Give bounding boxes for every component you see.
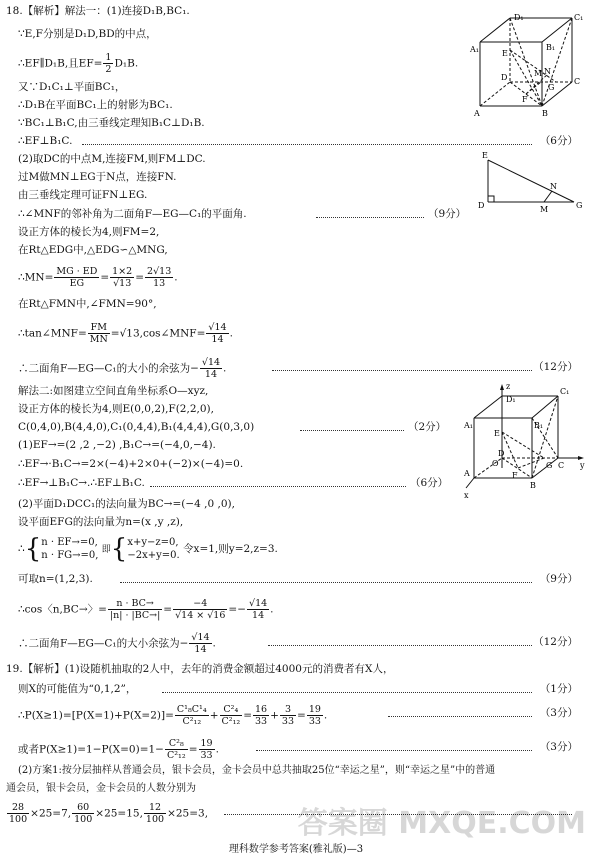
line: 由三垂线定理可证FN⊥EG.	[18, 189, 148, 201]
line: ∴∠MNF的邻补角为二面角F—EG—C₁的平面角.	[18, 208, 247, 220]
axis-label: x	[464, 491, 469, 500]
label: B	[530, 481, 536, 490]
label: F	[512, 471, 518, 480]
line: ∴cos〈n,BC→〉= $\frac{n \cdot BC\to}{|n| \cdot |BC\to|}$ = $\frac{-4}{√14 \times √16}$ =− $\frac{√14}{14}$ .	[18, 598, 274, 621]
score: （12分）	[533, 361, 578, 373]
score: （12分）	[533, 636, 578, 648]
axis-label: y	[580, 461, 585, 470]
label: C	[574, 77, 581, 86]
label: D	[498, 449, 505, 458]
line: ∵BC₁⊥B₁C,由三垂线定理知B₁C⊥D₁B.	[18, 117, 205, 129]
label: N	[544, 67, 551, 76]
label: B₁	[546, 43, 556, 52]
label: M	[540, 205, 549, 214]
label: D	[501, 73, 508, 82]
line: ∴MN= $\frac{MG \cdot ED}{EG}$ = $\frac{1\times 2}{√13}$ = $\frac{2√13}{13}$ .	[18, 266, 178, 289]
line: (1)EF→=(2 ,2 ,−2) ,B₁C→=(−4,0,−4).	[18, 439, 216, 451]
label: G	[546, 461, 553, 470]
line: ∴P(X≥1)=[P(X=1)+P(X=2)]= $\frac{\text{C¹₈C¹₄}}{\text{C²₁₂}}$ + $\frac{\text{C²₄}}{\text{C²₁₂}}$ = $\frac{16}{33}$ + $\frac{3}{33}$ = $\frac{19}{33}$ .	[18, 704, 328, 727]
dotted-leader	[268, 645, 532, 646]
label: D	[478, 201, 485, 210]
label: B₁	[534, 421, 544, 430]
line: ∴D₁B在平面BC₁上的射影为BC₁.	[18, 99, 173, 111]
line: ∴EF∥D₁B,且EF= $\frac{1}{2}$ D₁B.	[18, 52, 139, 75]
line: ∴tan∠MNF= $\frac{FM}{MN}$ =√13,cos∠MNF= $\frac{√14}{14}$ .	[18, 322, 233, 345]
dotted-leader	[162, 692, 532, 693]
line: ∴EF→·B₁C→=2×(−4)+2×0+(−2)×(−4)=0.	[18, 458, 244, 470]
label: C	[558, 461, 565, 470]
label: A₁	[470, 45, 479, 54]
line: 在Rt△FMN中,∠FMN=90°,	[18, 298, 157, 310]
line: 设正方体的棱长为4,则FM=2,	[18, 226, 160, 238]
label: N	[550, 182, 557, 191]
dotted-leader	[272, 370, 532, 371]
line: 或者P(X≥1)=1−P(X=0)=1− $\frac{\text{C²₈}}{\text{C²₁₂}}$ = $\frac{19}{33}$ .	[18, 738, 219, 761]
score: （3分）	[539, 707, 578, 719]
line: $\frac{28}{100}$ ×25=7, $\frac{60}{100}$ ×25=15, $\frac{12}{100}$ ×25=3,	[9, 802, 209, 825]
line: ∴二面角F—EG—C₁的大小的余弦为− $\frac{√14}{14}$ .	[18, 357, 227, 380]
line: 通会员，银卡会员，金卡会员的人数分别为	[6, 783, 196, 794]
line: 可取n=(1,2,3).	[18, 573, 93, 585]
cube-figure-1	[468, 10, 590, 122]
line: 设正方体的棱长为4,则E(0,0,2),F(2,2,0),	[18, 403, 214, 415]
label: A	[474, 109, 480, 118]
label: G	[548, 83, 555, 92]
dotted-leader	[256, 750, 532, 751]
line: ∴二面角F—EG—C₁的大小余弦为− $\frac{√14}{14}$ .	[18, 632, 216, 655]
label: E	[494, 429, 500, 438]
line: 在Rt△EDG中,△EDG∽△MNG,	[18, 244, 168, 256]
line: 则X的可能值为“0,1,2”，	[18, 683, 137, 695]
line: (2)平面D₁DCC₁的法向量为BC→=(−4 ,0 ,0),	[18, 498, 235, 510]
score: （9分）	[539, 573, 578, 585]
line: ∴EF→⊥B₁C→.∴EF⊥B₁C.	[18, 477, 145, 489]
line: (2)方案1:按分层抽样从普通会员，银卡会员，金卡会员中总共抽取25位“幸运之星”，则“幸运之星”中的普通	[18, 765, 496, 776]
axis-label: z	[506, 382, 511, 391]
line: 设平面EFG的法向量为n=(x ,y ,z),	[18, 516, 184, 528]
dotted-leader	[150, 486, 406, 487]
dotted-leader	[388, 716, 532, 717]
label: C₁	[560, 387, 570, 396]
line: (2)取DC的中点M,连接FM,则FM⊥DC.	[18, 153, 206, 165]
score: （1分）	[539, 683, 578, 695]
line: ∴EF⊥B₁C.	[18, 135, 73, 147]
dotted-leader	[300, 430, 404, 431]
score: （3分）	[539, 741, 578, 753]
line: 过M做MN⊥EG于N点，连接FN.	[18, 171, 177, 183]
score: （6分）	[410, 477, 449, 489]
line-19-title: 19.【解析】(1)设随机抽取的2人中，去年的消费金额超过4000元的消费者有X人，	[6, 663, 394, 675]
line-system: ∴{n · EF→=0, n · FG→=0, 即{x+y−z=0, −2x+y=0. 令x=1,则y=2,z=3.	[18, 534, 278, 564]
label: D₁	[514, 13, 524, 22]
label: G	[576, 201, 583, 210]
label: A	[464, 469, 470, 478]
dotted-leader	[120, 582, 532, 583]
score: （2分）	[408, 421, 447, 433]
score: （9分）	[428, 208, 467, 220]
page-footer: 理科数学参考答案(雅礼版)—3	[228, 844, 364, 855]
line: ∵E,F分别是D₁D,BD的中点，	[18, 28, 157, 40]
label: O	[492, 459, 499, 468]
line: 解法二:如图建立空间直角坐标系O—xyz,	[18, 385, 209, 397]
triangle-figure-2	[472, 148, 588, 214]
watermark: 答案圈 MXQE.COM	[297, 806, 586, 841]
label: B	[542, 109, 548, 118]
dotted-leader	[82, 144, 532, 145]
cube-figure-3	[462, 382, 590, 506]
label: E	[482, 151, 488, 160]
line: 又∵D₁C₁⊥平面BC₁，	[18, 81, 126, 93]
label: A₁	[464, 421, 473, 430]
label: M	[534, 69, 543, 78]
line-18-title: 18.【解析】解法一：(1)连接D₁B,BC₁.	[6, 5, 190, 17]
label: C₁	[574, 13, 584, 22]
label: F	[522, 95, 528, 104]
label: E	[502, 49, 508, 58]
line: C(0,4,0),B(4,4,0),C₁(0,4,4),B₁(4,4,4),G(0,3,0)	[18, 421, 255, 433]
label: D₁	[506, 395, 516, 404]
score: （6分）	[539, 135, 578, 147]
dotted-leader	[316, 217, 424, 218]
